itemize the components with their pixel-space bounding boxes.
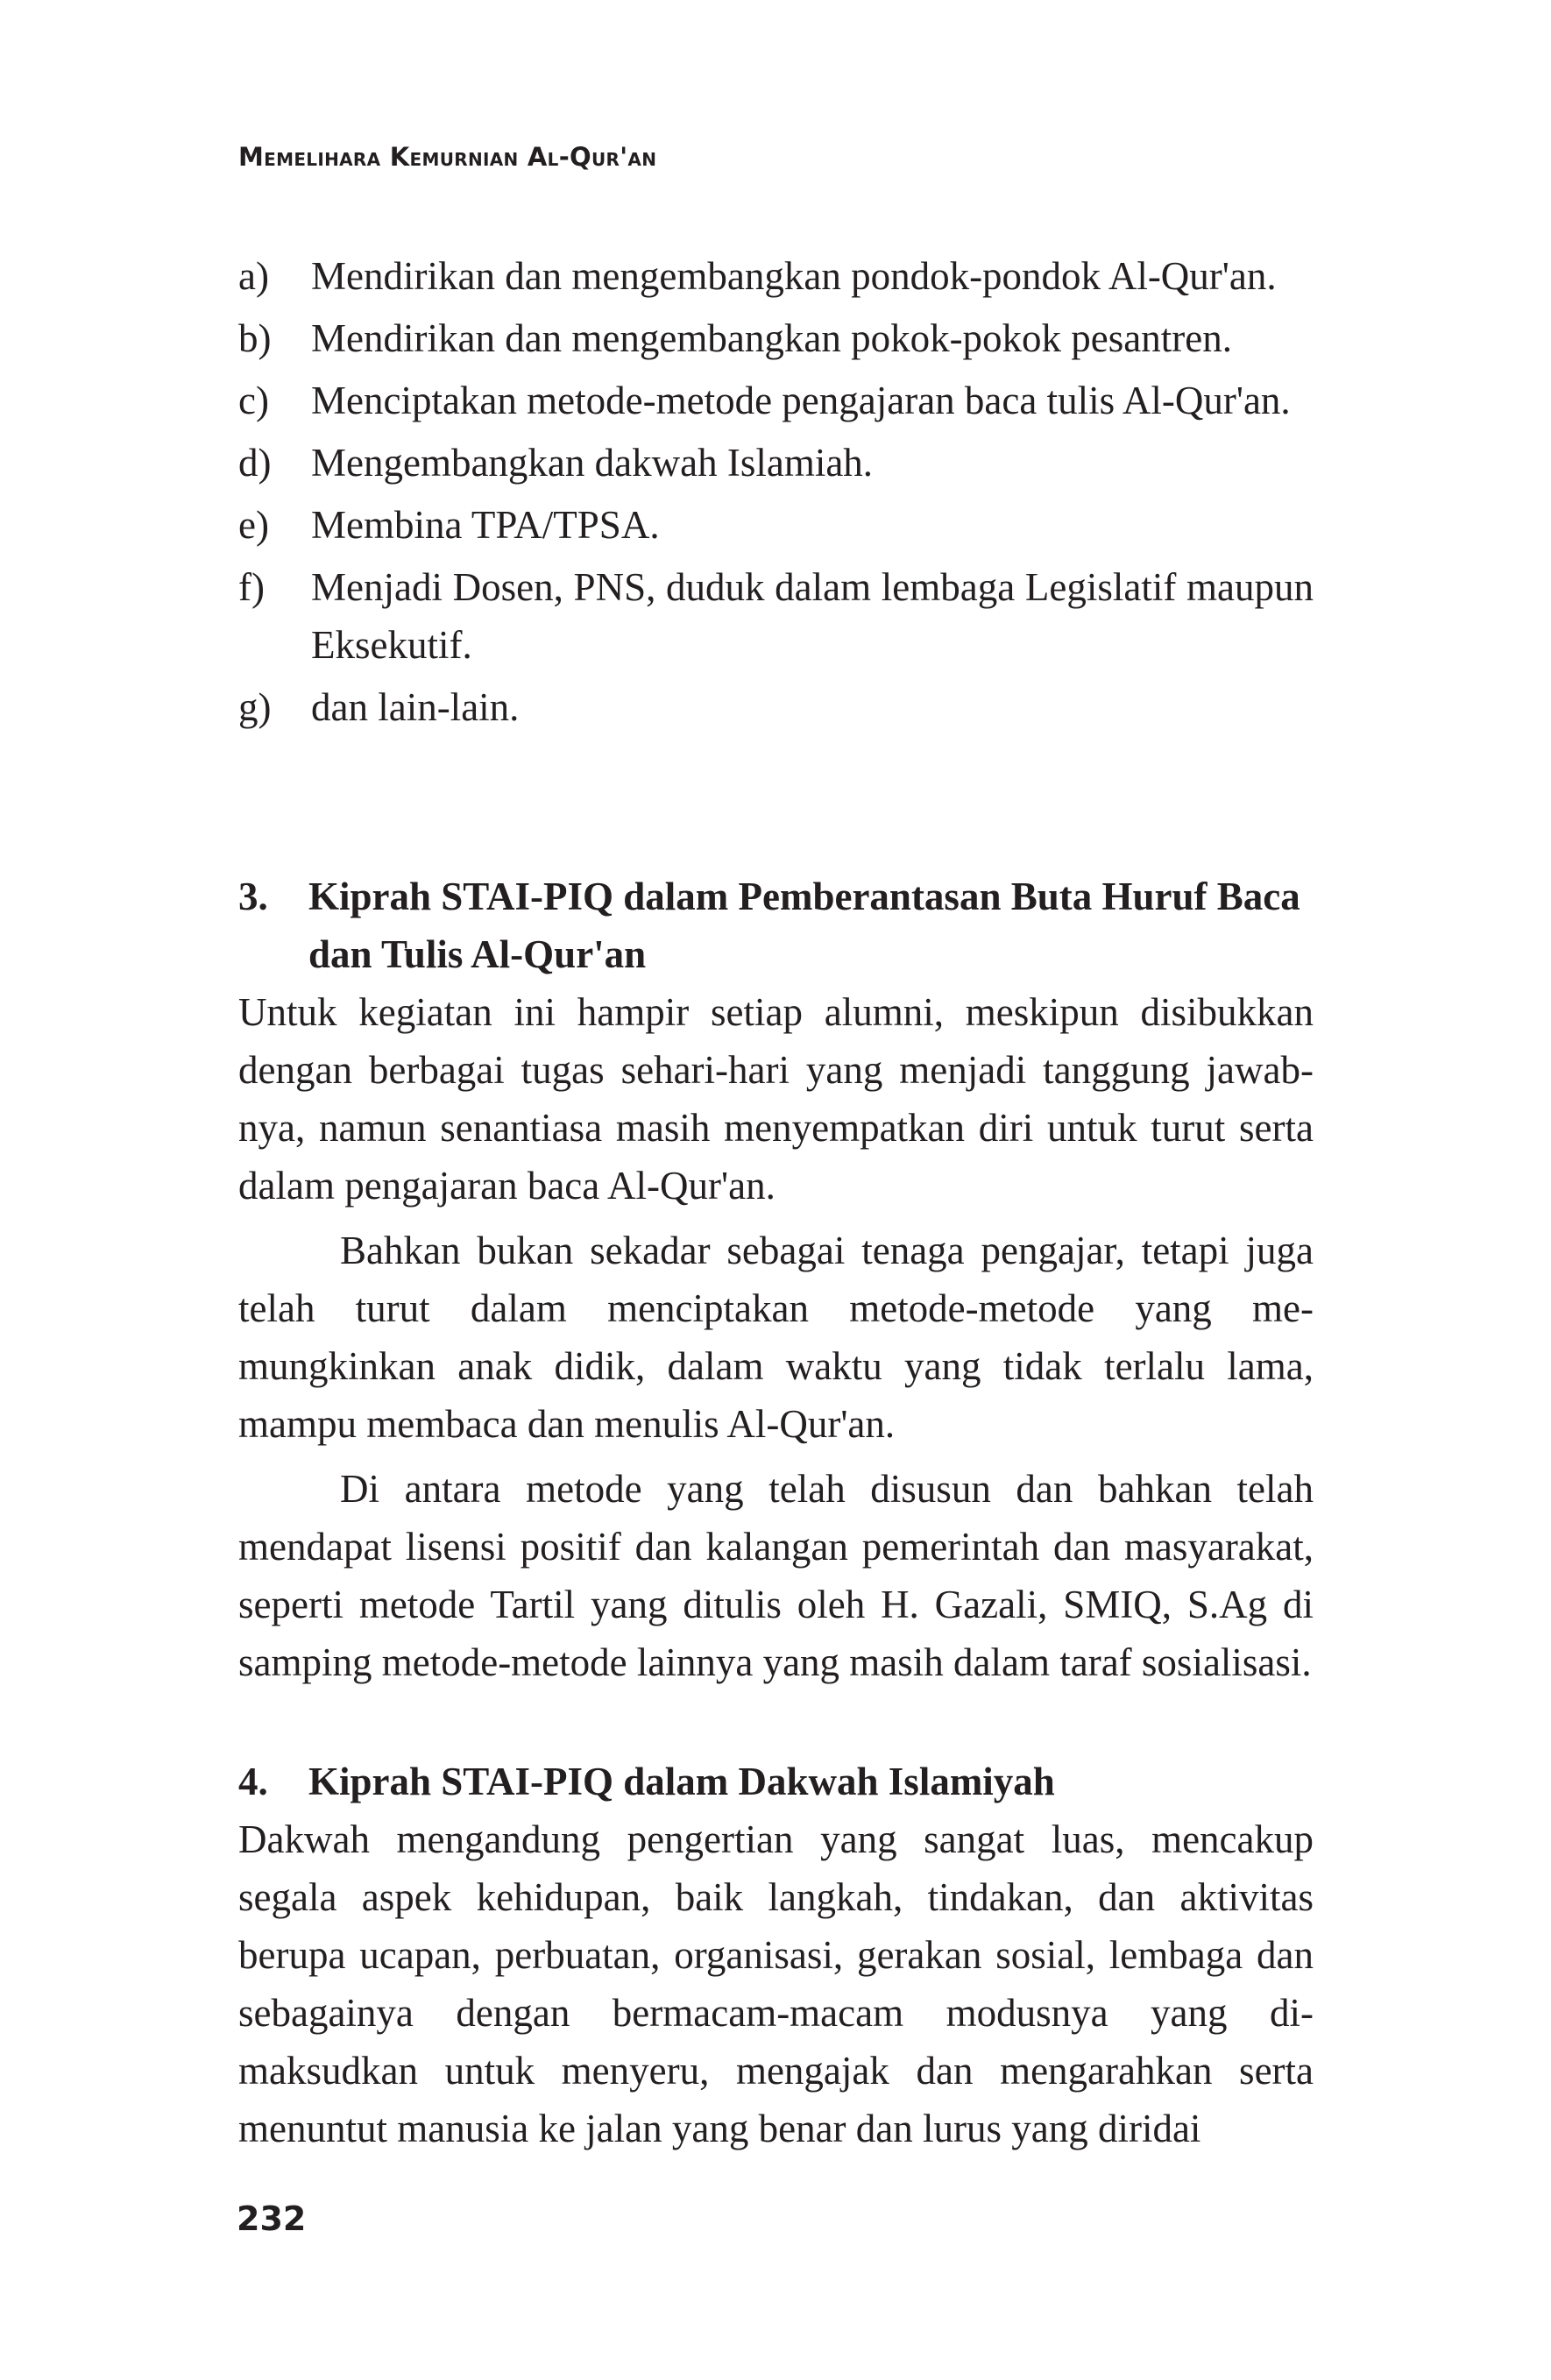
list-item — [238, 309, 1314, 367]
paragraph: Bahkan bukan sekadar sebagai tenaga pengajar, tetapi juga telah turut dalam menciptakan metode-metode yang memungkinkan anak didik, dalam waktu yang tidak terlalu lama, mampu membaca dan menulis Al-Qur'an. — [238, 1229, 1314, 1446]
list-text: Menjadi Dosen, PNS, duduk dalam lembaga Legislatif maupun Eksekutif. — [311, 565, 1314, 667]
list-marker: g) — [238, 685, 272, 729]
list-item — [238, 496, 1314, 554]
section-number: 4. — [238, 1760, 268, 1803]
item-list — [238, 247, 1314, 740]
list-item — [238, 558, 1314, 674]
list-text: Menciptakan metode-metode pengajaran baca tulis Al-Qur'an. — [311, 379, 1291, 422]
list-marker: f) — [238, 565, 265, 609]
list-item — [238, 434, 1314, 492]
section-title: Kiprah STAI-PIQ dalam Dakwah Islamiyah — [308, 1760, 1055, 1803]
page-number: 232 — [237, 2199, 307, 2238]
section-number: 3. — [238, 875, 268, 918]
running-header: Memelihara Kemurnian Al-Qur'an — [238, 142, 657, 172]
list-marker: e) — [238, 503, 269, 547]
section-title: Kiprah STAI-PIQ dalam Pemberantasan Buta Huruf Baca dan Tulis Al-Qur'an — [308, 875, 1300, 976]
list-marker: c) — [238, 379, 269, 422]
list-text: dan lain-lain. — [311, 685, 520, 729]
section-4-heading — [238, 1753, 1314, 1810]
list-text: Mendirikan dan mengembangkan pokok-pokok pesantren. — [311, 316, 1232, 360]
list-marker: b) — [238, 316, 272, 360]
paragraph: Dakwah mengandung pengertian yang sangat luas, mencakup segala aspek kehidupan, baik langkah, tindakan, dan aktivitas berupa ucapan, perbuatan, organisasi, gerakan sosial, lembaga dan sebagainya dengan bermacam-macam modusnya yang dimaksudkan untuk menyeru, mengajak dan mengarahkan serta menuntut manusia ke jalan yang benar dan lurus yang diridai — [238, 1817, 1314, 2150]
list-text: Membina TPA/TPSA. — [311, 503, 660, 547]
section-3 — [238, 868, 1314, 1698]
list-marker: a) — [238, 254, 269, 298]
list-marker: d) — [238, 441, 272, 485]
section-3-heading — [238, 868, 1314, 983]
list-item — [238, 678, 1314, 736]
list-item — [238, 247, 1314, 305]
paragraph: Di antara metode yang telah disusun dan bahkan telah mendapat lisensi positif dan kalangan pemerintah dan masyarakat, seperti metode Tartil yang ditulis oleh H. Gazali, SMIQ, S.Ag di samping metode-metode lainnya yang masih dalam taraf sosialisasi. — [238, 1467, 1314, 1684]
paragraph: Untuk kegiatan ini hampir setiap alumni, meskipun disibukkan dengan berbagai tugas sehari-hari yang menjadi tanggung jawabnya, namun senantiasa masih menyempatkan diri untuk turut serta dalam pengajaran baca Al-Qur'an. — [238, 990, 1314, 1208]
section-4 — [238, 1753, 1314, 2164]
list-item — [238, 372, 1314, 429]
list-text: Mendirikan dan mengembangkan pondok-pondok Al-Qur'an. — [311, 254, 1277, 298]
list-text: Mengembangkan dakwah Islamiah. — [311, 441, 874, 485]
